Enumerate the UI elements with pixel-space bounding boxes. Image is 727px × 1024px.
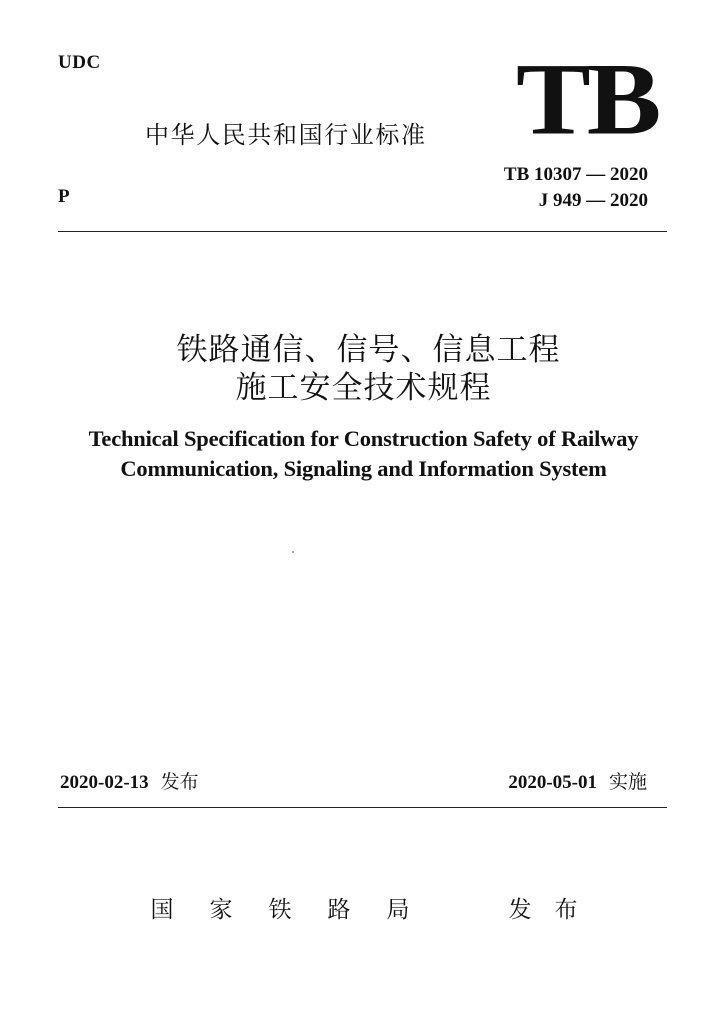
standard-category-title: 中华人民共和国行业标准	[145, 121, 427, 149]
standard-codes	[504, 162, 648, 214]
issue-date-block	[60, 767, 199, 794]
effective-label: 实施	[608, 771, 647, 793]
header-divider	[58, 231, 667, 232]
issuer-char: 家	[209, 897, 233, 923]
issuer-char: 铁	[268, 897, 292, 923]
issue-date: 2020-02-13	[60, 772, 149, 793]
issue-label: 发布	[160, 771, 199, 793]
issuer-char: 局	[386, 897, 410, 923]
tb-logo: TB	[516, 42, 658, 157]
scan-speck	[292, 551, 294, 553]
english-title-line-2: Communication, Signaling and Information System	[120, 456, 607, 481]
issuer-char: 国	[150, 897, 174, 923]
chinese-title-line-1: 铁路通信、信号、信息工程	[176, 332, 561, 368]
footer-divider	[58, 807, 667, 808]
issue-action-char: 发	[508, 897, 532, 923]
j-standard-code: J 949 — 2020	[538, 190, 648, 211]
english-title-line-1: Technical Specification for Construction Safety of Railway	[88, 426, 639, 451]
issuer-char: 路	[327, 897, 351, 923]
issue-action	[508, 896, 578, 924]
udc-label: UDC	[58, 52, 101, 73]
issuing-authority	[150, 896, 410, 924]
effective-date-block	[508, 767, 647, 794]
effective-date: 2020-05-01	[508, 772, 597, 793]
chinese-title-line-2: 施工安全技术规程	[235, 370, 492, 406]
issue-action-char: 布	[554, 897, 578, 923]
tb-standard-code: TB 10307 — 2020	[503, 164, 648, 185]
category-letter: P	[58, 186, 70, 207]
